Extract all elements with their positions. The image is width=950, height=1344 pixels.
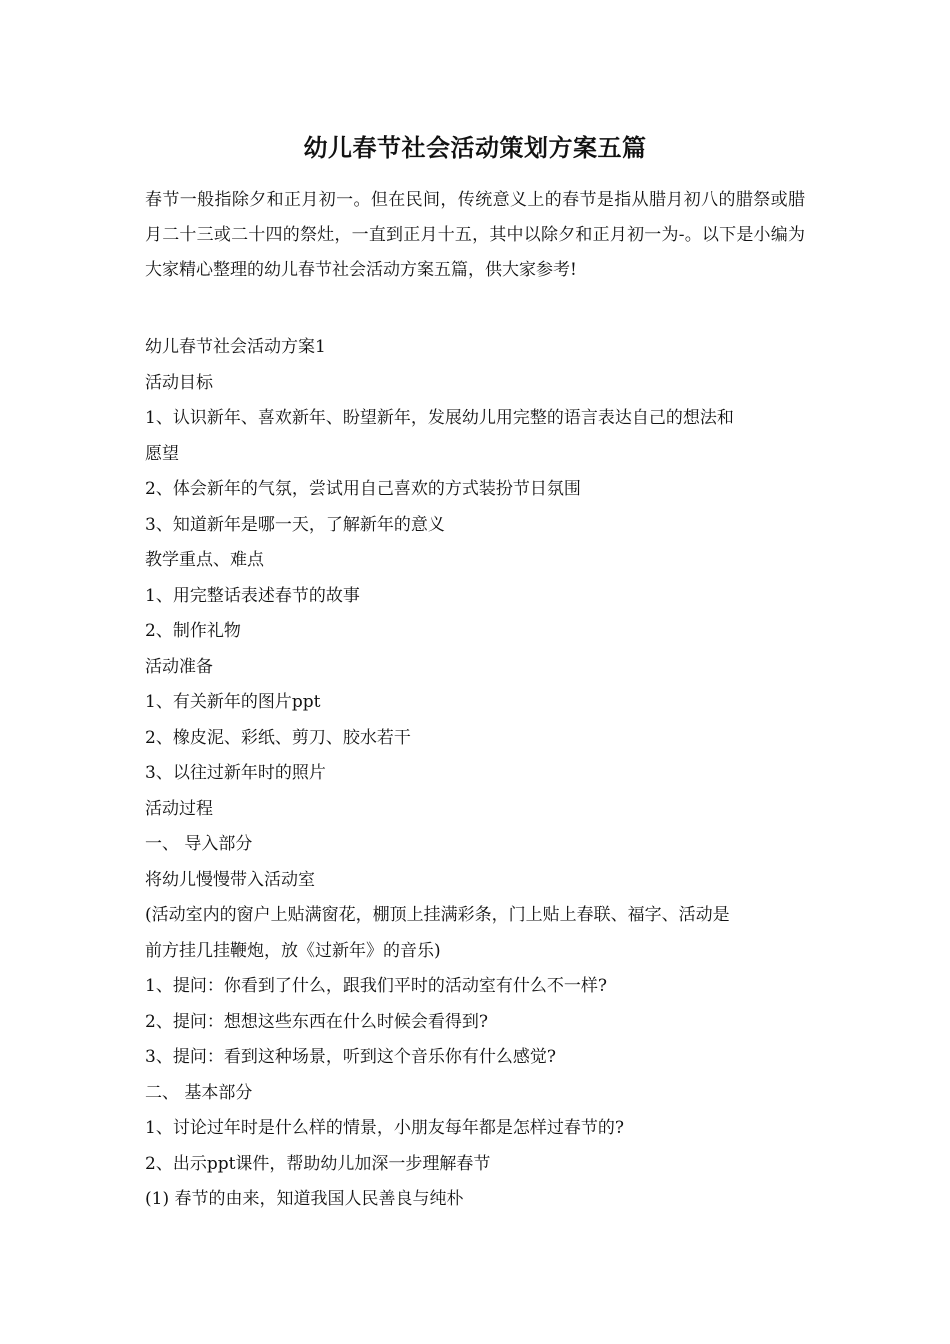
- list-item: 2、橡皮泥、彩纸、剪刀、胶水若干: [145, 727, 411, 748]
- section-heading: 幼儿春节社会活动方案1: [145, 337, 326, 357]
- list-item: 2、制作礼物: [145, 621, 241, 641]
- list-item: 2、提问：想想这些东西在什么时候会看得到?: [145, 1011, 488, 1032]
- subheading: 活动过程: [145, 798, 213, 819]
- document-body: [145, 330, 805, 1218]
- list-item: 3、知道新年是哪一天，了解新年的意义: [145, 514, 445, 535]
- list-item: 2、出示ppt课件，帮助幼儿加深一步理解春节: [145, 1153, 491, 1174]
- list-item: (1) 春节的由来，知道我国人民善良与纯朴: [145, 1189, 464, 1209]
- list-item: 2、体会新年的气氛，尝试用自己喜欢的方式装扮节日氛围: [145, 479, 581, 499]
- list-item: 1、用完整话表述春节的故事: [145, 585, 360, 606]
- paragraph-line: 前方挂几挂鞭炮，放《过新年》的音乐): [145, 940, 441, 961]
- subheading: 活动准备: [145, 656, 213, 677]
- part-heading: 一、 导入部分: [145, 834, 253, 854]
- subheading: 教学重点、难点: [145, 550, 264, 570]
- paragraph-line: 将幼儿慢慢带入活动室: [145, 869, 315, 890]
- list-item: 1、有关新年的图片ppt: [145, 692, 321, 712]
- list-item: 1、提问：你看到了什么，跟我们平时的活动室有什么不一样?: [145, 976, 607, 996]
- list-item: 3、以往过新年时的照片: [145, 763, 326, 783]
- document-title: 幼儿春节社会活动策划方案五篇: [303, 133, 647, 162]
- list-item: 1、认识新年、喜欢新年、盼望新年，发展幼儿用完整的语言表达自己的想法和: [145, 408, 734, 428]
- list-item: 1、讨论过年时是什么样的情景，小朋友每年都是怎样过春节的?: [145, 1118, 624, 1138]
- part-heading: 二、 基本部分: [145, 1082, 253, 1103]
- subheading: 活动目标: [145, 372, 213, 393]
- paragraph-line: (活动室内的窗户上贴满窗花，棚顶上挂满彩条，门上贴上春联、福字、活动是: [145, 905, 730, 925]
- list-item-continuation: 愿望: [145, 443, 179, 464]
- intro-paragraph: 春节一般指除夕和正月初一。但在民间，传统意义上的春节是指从腊月初八的腊祭或腊月二十三或二十四的祭灶，一直到正月十五，其中以除夕和正月初一为-。以下是小编为大家精心整理的幼儿春节社会活动方案五篇，供大家参考!: [145, 190, 805, 280]
- list-item: 3、提问：看到这种场景，听到这个音乐你有什么感觉?: [145, 1047, 556, 1067]
